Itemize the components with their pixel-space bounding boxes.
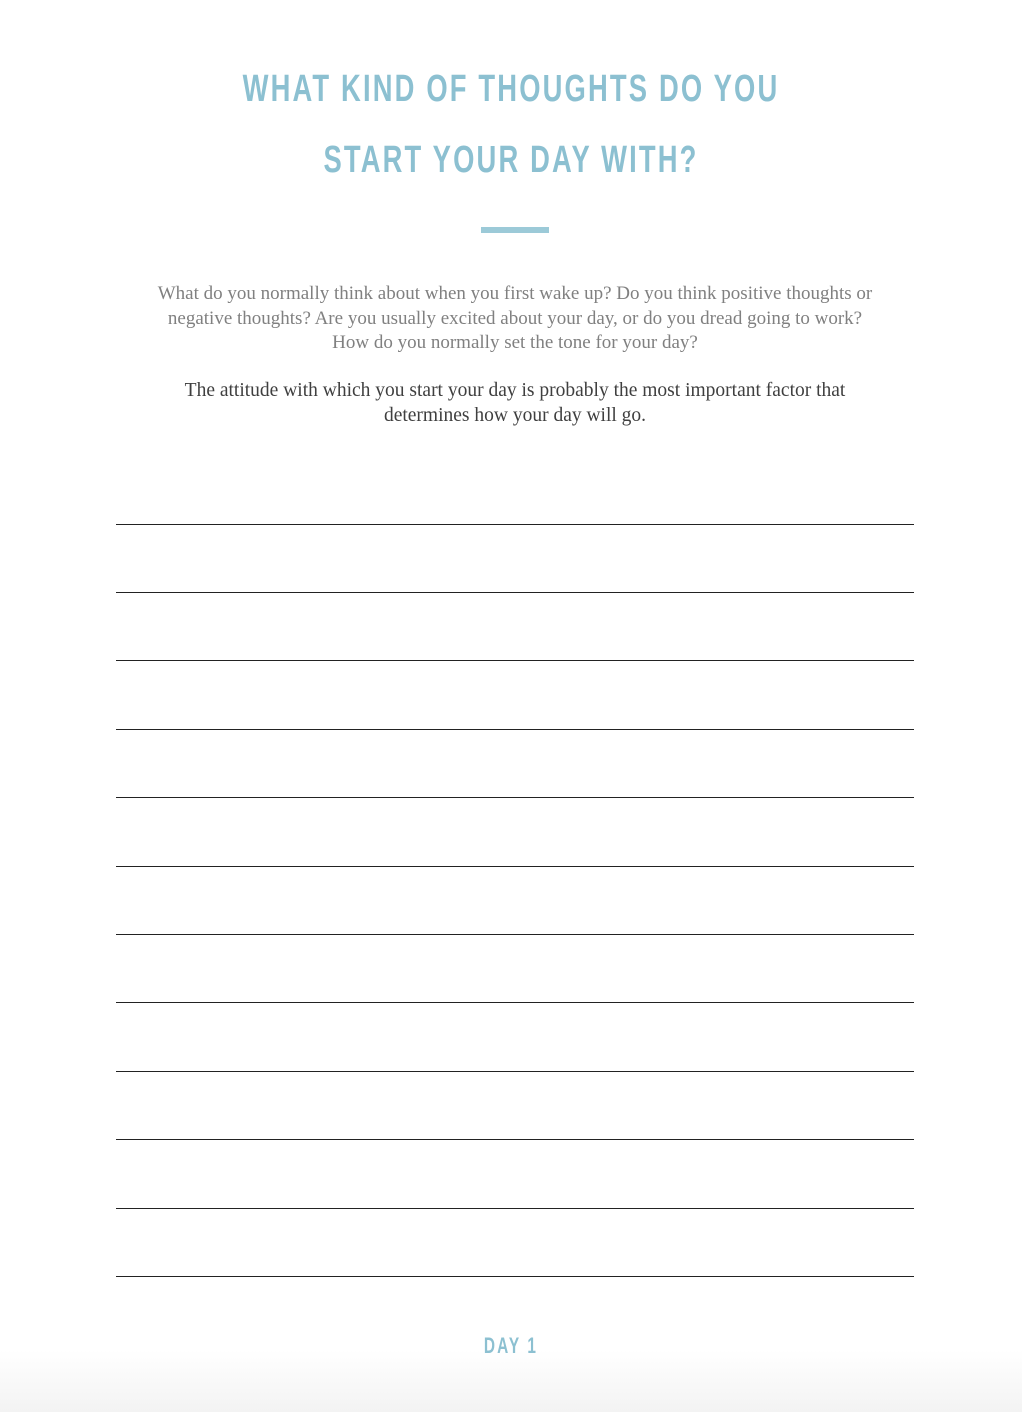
writing-line[interactable] <box>116 866 914 867</box>
emphasis-line: The attitude with which you start your day is probably the most important factor that <box>184 380 846 401</box>
emphasis-line: determines how your day will go. <box>383 404 647 426</box>
intro-line: negative thoughts? Are you usually excited about your day, or do you dread going to work? <box>167 307 863 329</box>
intro-line: How do you normally set the tone for your day? <box>332 332 698 353</box>
writing-line[interactable] <box>116 592 914 593</box>
writing-line[interactable] <box>116 729 914 730</box>
writing-line[interactable] <box>116 1071 914 1072</box>
day-label: DAY 1 <box>483 1333 539 1358</box>
page-title-line-2: START YOUR DAY WITH? <box>323 139 699 181</box>
page-title-line-1: WHAT KIND OF THOUGHTS DO YOU <box>242 68 780 110</box>
writing-line[interactable] <box>116 660 914 661</box>
writing-line[interactable] <box>116 1208 914 1209</box>
writing-line[interactable] <box>116 1002 914 1003</box>
writing-line[interactable] <box>116 1276 914 1277</box>
writing-line[interactable] <box>116 524 914 525</box>
intro-line: What do you normally think about when you first wake up? Do you think positive thoughts or <box>157 283 873 304</box>
writing-line[interactable] <box>116 1139 914 1140</box>
writing-line[interactable] <box>116 797 914 798</box>
writing-line[interactable] <box>116 934 914 935</box>
